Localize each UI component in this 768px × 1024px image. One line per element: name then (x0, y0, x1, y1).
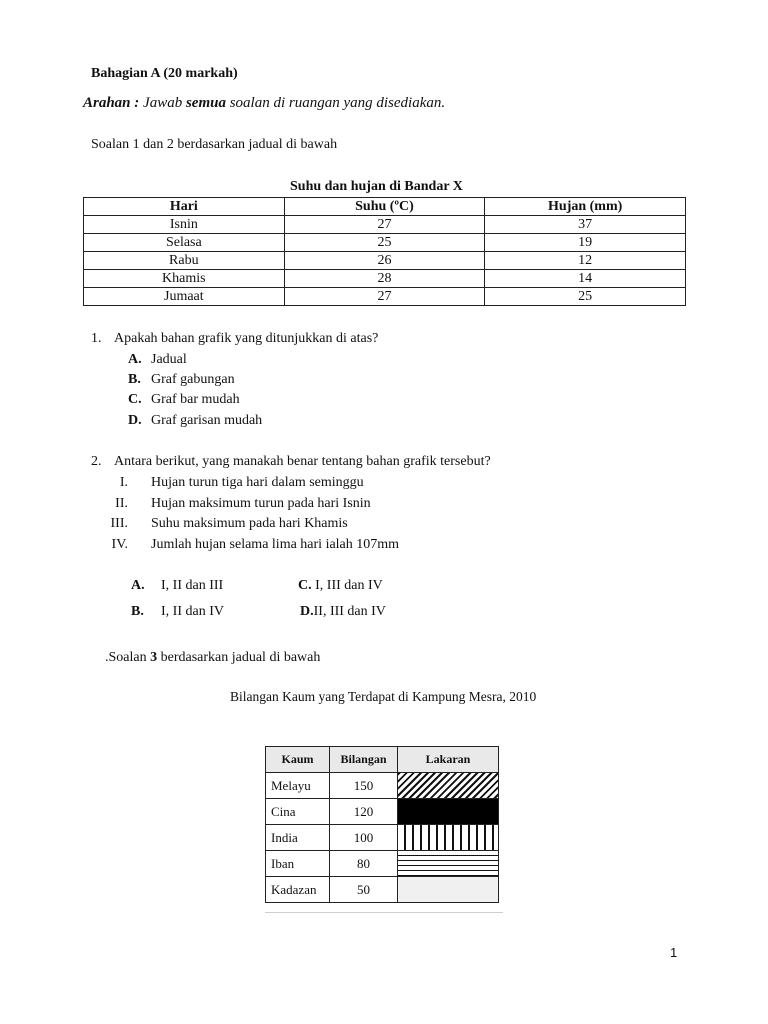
q1-text: Apakah bahan grafik yang ditunjukkan di atas? (114, 331, 379, 346)
header-hari: Hari (84, 198, 285, 216)
cell-hujan: 37 (485, 216, 686, 234)
instruction-part2: soalan di ruangan yang disediakan. (225, 95, 446, 111)
header-bilangan: Bilangan (330, 747, 398, 773)
instruction-bold: semua (185, 95, 226, 111)
q2-statement-iii-text: Suhu maksimum pada hari Khamis (151, 516, 348, 531)
q2-statement-ii-roman: II. (115, 496, 128, 511)
header-hujan: Hujan (mm) (485, 198, 686, 216)
table-row (266, 825, 499, 851)
cell-kaum: India (266, 825, 330, 851)
intro-q3-pre: .Soalan (105, 650, 151, 665)
cell-hari: Isnin (84, 216, 285, 234)
cell-hujan: 19 (485, 234, 686, 252)
instruction-label: Arahan : (83, 95, 140, 111)
header-lakaran: Lakaran (398, 747, 499, 773)
cell-hari: Khamis (84, 270, 285, 288)
q2-option-d-letter: D. (300, 604, 314, 619)
cell-hari: Selasa (84, 234, 285, 252)
cell-hujan: 25 (485, 288, 686, 306)
q1-option-a-text: Jadual (151, 352, 187, 367)
q2-statement-iv-text: Jumlah hujan selama lima hari ialah 107mm (151, 537, 400, 552)
intro-q1-q2: Soalan 1 dan 2 berdasarkan jadual di bawah (91, 137, 338, 152)
cell-hari: Rabu (84, 252, 285, 270)
q1-option-b-letter: B. (128, 372, 141, 387)
sketch-vertical-pattern (398, 825, 499, 851)
q1-number: 1. (91, 331, 102, 346)
table2-title: Bilangan Kaum yang Terdapat di Kampung Mesra, 2010 (230, 689, 537, 704)
q2-text: Antara berikut, yang manakah benar tentang bahan grafik tersebut? (114, 454, 491, 469)
q2-option-d-text: II, III dan IV (313, 604, 386, 619)
q2-number: 2. (91, 454, 102, 469)
cell-bilangan: 100 (330, 825, 398, 851)
q2-statement-iii-roman: III. (110, 516, 128, 531)
instruction-part1: Jawab (139, 95, 186, 111)
cell-suhu: 26 (284, 252, 485, 270)
divider (265, 912, 503, 913)
sketch-blank-pattern (398, 877, 499, 903)
table-header-row (84, 198, 686, 216)
cell-hujan: 12 (485, 252, 686, 270)
q1-option-a-letter: A. (128, 352, 142, 367)
table-row (84, 216, 686, 234)
cell-kaum: Melayu (266, 773, 330, 799)
cell-bilangan: 80 (330, 851, 398, 877)
table-row (266, 773, 499, 799)
q2-statement-i-text: Hujan turun tiga hari dalam seminggu (151, 475, 364, 490)
q1-option-d-letter: D. (128, 413, 142, 428)
table-row (84, 252, 686, 270)
cell-hujan: 14 (485, 270, 686, 288)
table-header-row (266, 747, 499, 773)
header-suhu: Suhu (ºC) (284, 198, 485, 216)
cell-bilangan: 150 (330, 773, 398, 799)
sketch-solid-pattern (398, 799, 499, 825)
sketch-horizontal-pattern (398, 851, 499, 877)
cell-suhu: 27 (284, 288, 485, 306)
cell-kaum: Iban (266, 851, 330, 877)
page-number: 1 (670, 945, 678, 960)
q1-option-b-text: Graf gabungan (151, 372, 235, 387)
cell-kaum: Kadazan (266, 877, 330, 903)
q2-option-a-text: I, II dan III (161, 578, 224, 593)
header-kaum: Kaum (266, 747, 330, 773)
cell-bilangan: 120 (330, 799, 398, 825)
population-table (265, 746, 499, 903)
sketch-diagonal-pattern (398, 773, 499, 799)
q2-option-c-text: I, III dan IV (311, 578, 383, 593)
cell-suhu: 27 (284, 216, 485, 234)
q1-option-c-letter: C. (128, 392, 142, 407)
cell-hari: Jumaat (84, 288, 285, 306)
q2-statement-ii-text: Hujan maksimum turun pada hari Isnin (151, 496, 371, 511)
table-row (266, 851, 499, 877)
q2-option-a-letter: A. (131, 578, 145, 593)
intro-q3-post: berdasarkan jadual di bawah (157, 650, 321, 665)
intro-q3 (105, 650, 320, 666)
q2-option-c-letter: C. (298, 578, 312, 593)
table-row (84, 234, 686, 252)
q2-option-d (300, 604, 386, 620)
table1-title: Suhu dan hujan di Bandar X (290, 179, 463, 194)
intro-q3-number: 3 (150, 650, 158, 665)
cell-kaum: Cina (266, 799, 330, 825)
q2-option-b-text: I, II dan IV (161, 604, 224, 619)
q2-statement-iv-roman: IV. (111, 537, 128, 552)
q2-option-c (298, 578, 383, 594)
instruction (83, 95, 445, 112)
q1-option-d-text: Graf garisan mudah (151, 413, 263, 428)
cell-bilangan: 50 (330, 877, 398, 903)
q1-option-c-text: Graf bar mudah (151, 392, 240, 407)
cell-suhu: 28 (284, 270, 485, 288)
weather-table (83, 197, 686, 306)
table-row (84, 270, 686, 288)
section-title: Bahagian A (20 markah) (91, 66, 238, 81)
table-row (84, 288, 686, 306)
table-row (266, 877, 499, 903)
cell-suhu: 25 (284, 234, 485, 252)
q2-option-b-letter: B. (131, 604, 144, 619)
table-row (266, 799, 499, 825)
q2-statement-i-roman: I. (119, 475, 128, 490)
